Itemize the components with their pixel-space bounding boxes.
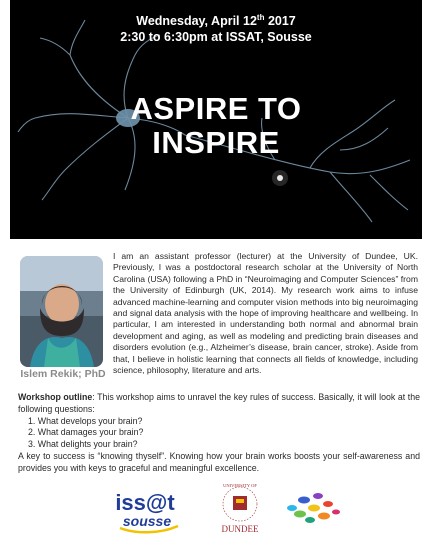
svg-text:sousse: sousse xyxy=(122,513,172,529)
svg-text:UNIVERSITY OF: UNIVERSITY OF xyxy=(223,483,257,488)
workshop-label: Workshop outline xyxy=(18,392,93,402)
colorful-dots-logo xyxy=(287,493,340,523)
list-item: 3. What delights your brain? xyxy=(28,439,138,450)
svg-text:iss@t: iss@t xyxy=(115,490,175,515)
logo-strip xyxy=(0,480,431,544)
event-time-location: 2:30 to 6:30pm at ISSAT, Sousse xyxy=(120,30,312,44)
workshop-outline xyxy=(18,392,420,475)
svg-text:DUNDEE: DUNDEE xyxy=(221,524,259,534)
workshop-intro: Workshop outline: This workshop aims to unravel the key rules of success. Basically, it will look at the following questions: xyxy=(18,392,421,414)
workshop-closing: A key to success is “knowing thyself”. Knowing how your brain works boosts your self-awareness and provides you with keys to graceful and meaningful excellence. xyxy=(18,450,420,473)
headline-line-2: INSPIRE xyxy=(152,125,280,160)
list-item: 2. What damages your brain? xyxy=(28,427,144,438)
list-item: 1. What develops your brain? xyxy=(28,415,143,426)
issat-logo xyxy=(115,490,178,532)
question-list xyxy=(18,416,420,451)
speaker-photo xyxy=(20,256,103,367)
headline-line-1: ASPIRE TO xyxy=(130,91,302,126)
university-of-dundee-logo xyxy=(222,483,259,534)
hero-banner xyxy=(10,0,422,239)
speaker-bio: I am an assistant professor (lecturer) at the University of Dundee, UK. Previously, I was a postdoctoral research scholar at the University of North Carolina (USA) following a PhD in “Neuroimaging and Computer Sciences” from the University of Edinburgh (UK, 2014). My research work aims to infuse advanced machine-learning and computer vision methods into big neuroimaging and signal data analysis with the hope of improving healthcare and wellbeing. In particular, I am interested in understanding both normal and abnormal brain development and aging, as well as modeling and predicting brain diseases and disorders evolution (e.g., Alzheimer’s disease, brain cancer, stroke). Aside from that, I believe in holistic learning that connects all fields of knowledge, including science, philosophy, literature and arts. xyxy=(113,251,418,376)
event-date: Wednesday, April 12th 2017 xyxy=(136,13,296,29)
speaker-name: Islem Rekik; PhD xyxy=(20,368,106,380)
